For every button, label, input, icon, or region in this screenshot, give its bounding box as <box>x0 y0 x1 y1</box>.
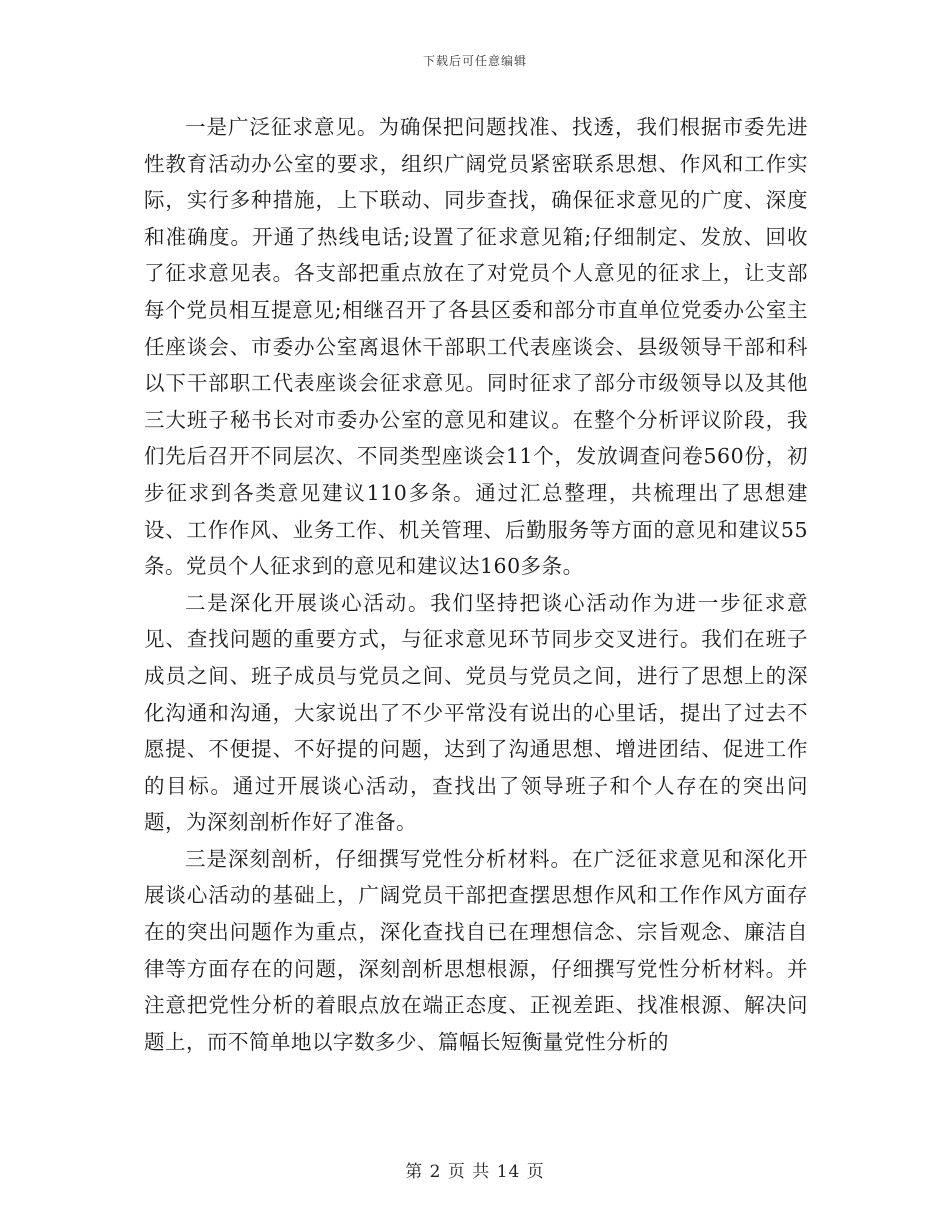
page-number-footer <box>0 1157 950 1182</box>
document-body <box>144 109 808 1060</box>
footer-prefix: 第 <box>405 1162 424 1182</box>
paragraph-3: 三是深刻剖析，仔细撰写党性分析材料。在广泛征求意见和深化开展谈心活动的基础上，广阔党员干部把查摆思想作风和工作作风方面存在的突出问题作为重点，深化查找自已在理想信念、宗旨观念、廉洁自律等方面存在的问题，深刻剖析思想根源，仔细撰写党性分析材料。并注意把党性分析的着眼点放在端正态度、正视差距、找准根源、解决问题上，而不简单地以字数多少、篇幅长短衡量党性分析的 <box>144 846 808 1054</box>
footer-current-page: 2 <box>429 1162 442 1182</box>
paragraph-1: 一是广泛征求意见。为确保把问题找准、找透，我们根据市委先进性教育活动办公室的要求，组织广阔党员紧密联系思想、作风和工作实际，实行多种措施，上下联动、同步查找，确保征求意见的广度、深度和准确度。开通了热线电话;设置了征求意见箱;仔细制定、发放、回收了征求意见表。各支部把重点放在了对党员个人意见的征求上，让支部每个党员相互提意见;相继召开了各县区委和部分市直单位党委办公室主任座谈会、市委办公室离退休干部职工代表座谈会、县级领导干部和科以下干部职工代表座谈会征求意见。同时征求了部分市级领导以及其他三大班子秘书长对市委办公室的意见和建议。在整个分析评议阶段，我们先后召开不同层次、不同类型座谈会11个，发放调查问卷560份，初步征求到各类意见建议110多条。通过汇总整理，共梳理出了思想建设、工作作风、业务工作、机关管理、后勤服务等方面的意见和建议55条。党员个人征求到的意见和建议达160多条。 <box>144 115 808 579</box>
paragraph-2: 二是深化开展谈心活动。我们坚持把谈心活动作为进一步征求意见、查找问题的重要方式，与征求意见环节同步交叉进行。我们在班子成员之间、班子成员与党员之间、党员与党员之间，进行了思想上的深化沟通和沟通，大家说出了不少平常没有说出的心里话，提出了过去不愿提、不便提、不好提的问题，达到了沟通思想、增进团结、促进工作的目标。通过开展谈心活动，查找出了领导班子和个人存在的突出问题，为深刻剖析作好了准备。 <box>144 590 808 835</box>
page-header: 下载后可任意编辑 <box>422 54 527 68</box>
footer-middle: 页 共 <box>447 1162 491 1182</box>
footer-total-pages: 14 <box>496 1162 521 1182</box>
footer-suffix: 页 <box>526 1162 545 1182</box>
